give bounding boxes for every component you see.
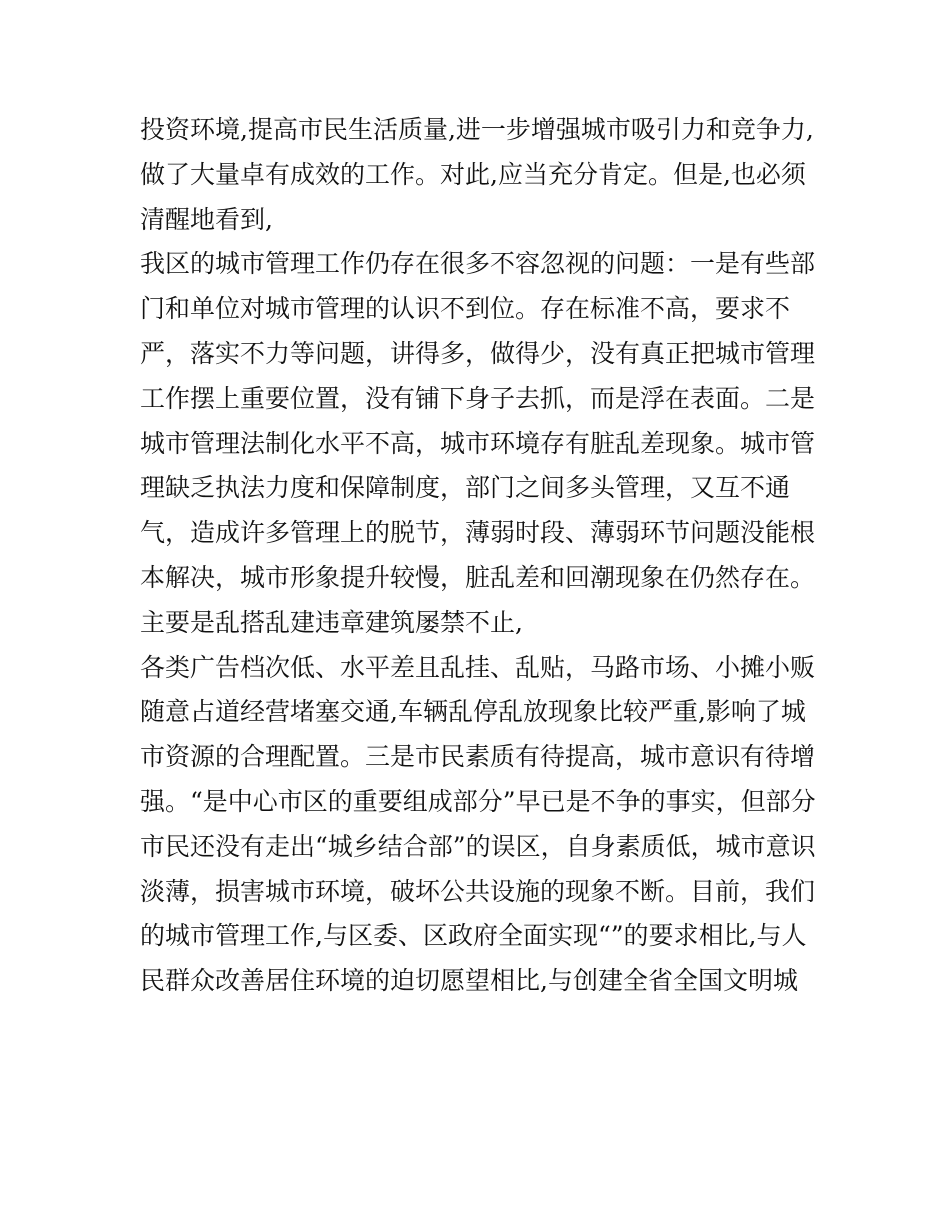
text-line: 随意占道经营堵塞交通,车辆乱停乱放现象比较严重,影响了城: [140, 697, 806, 727]
text-line: 城市管理法制化水平不高，城市环境存有脏乱差现象。城市管: [140, 428, 816, 458]
text-line: 理缺乏执法力度和保障制度，部门之间多头管理，又互不通: [140, 473, 791, 503]
text-line: 的城市管理工作,与区委、区政府全面实现“”的要求相比,与人: [140, 921, 807, 951]
text-line: 我区的城市管理工作仍存在很多不容忽视的问题：一是有些部: [140, 249, 816, 279]
text-line: 市资源的合理配置。三是市民素质有待提高，城市意识有待增: [140, 742, 816, 772]
text-line: 本解决，城市形象提升较慢，脏乱差和回潮现象在仍然存在。: [140, 562, 816, 592]
text-line: 主要是乱搭乱建违章建筑屡禁不止,: [140, 607, 523, 637]
text-line: 气，造成许多管理上的脱节，薄弱时段、薄弱环节问题没能根: [140, 518, 816, 548]
body-text: [140, 108, 830, 1004]
text-line: 市民还没有走出“城乡结合部”的误区，自身素质低，城市意识: [140, 831, 816, 861]
text-line: 清醒地看到,: [140, 204, 273, 234]
text-line: 投资环境,提高市民生活质量,进一步增强城市吸引力和竞争力,: [140, 115, 814, 144]
text-line: 工作摆上重要位置，没有铺下身子去抓，而是浮在表面。二是: [140, 383, 816, 413]
text-line: 民群众改善居住环境的迫切愿望相比,与创建全省全国文明城: [140, 966, 798, 996]
text-line: 严，落实不力等问题，讲得多，做得少，没有真正把城市管理: [140, 338, 816, 368]
text-line: 淡薄，损害城市环境，破坏公共设施的现象不断。目前，我们: [140, 876, 816, 906]
text-line: 门和单位对城市管理的认识不到位。存在标准不高，要求不: [140, 294, 791, 324]
text-line: 强。“是中心市区的重要组成部分”早已是不争的事实，但部分: [140, 786, 816, 816]
text-line: 做了大量卓有成效的工作。对此,应当充分肯定。但是,也必须: [140, 159, 806, 189]
text-line: 各类广告档次低、水平差且乱挂、乱贴，马路市场、小摊小贩: [140, 652, 816, 682]
